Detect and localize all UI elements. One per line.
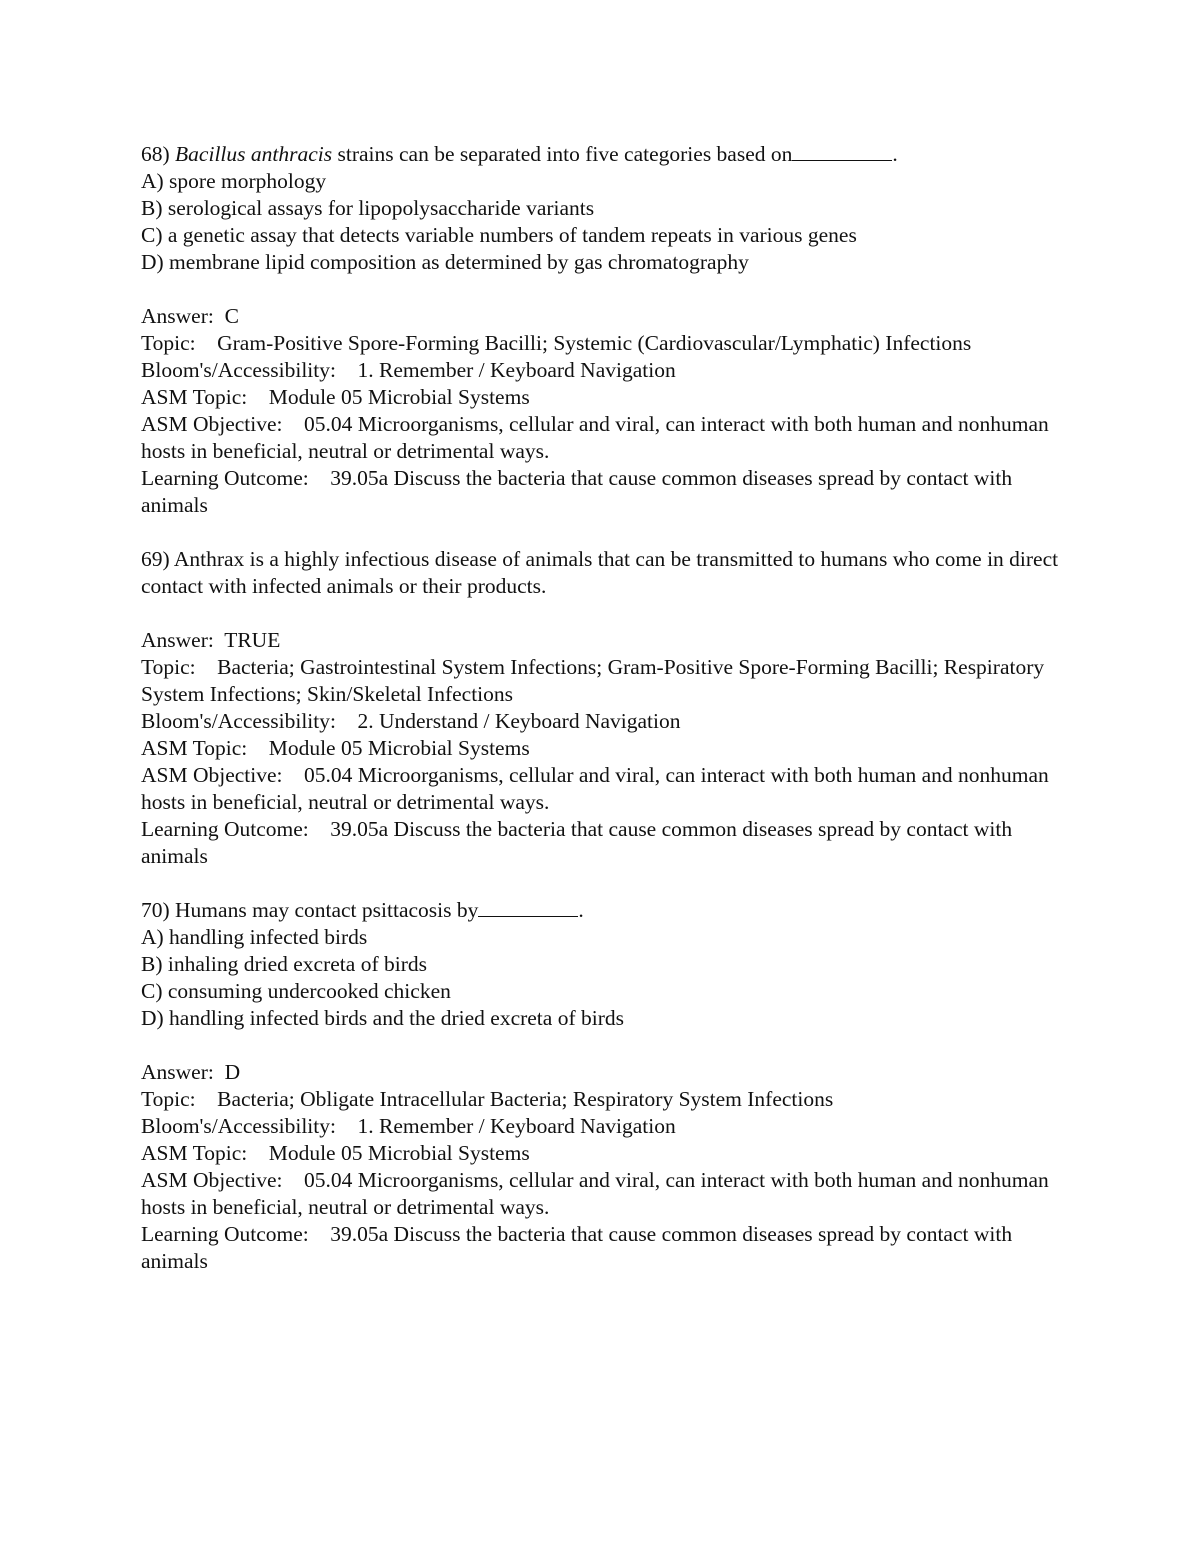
option-c: C) consuming undercooked chicken xyxy=(141,979,451,1003)
stem-text: 70) Humans may contact psittacosis by xyxy=(141,898,479,922)
option-b: B) inhaling dried excreta of birds xyxy=(141,952,427,976)
asm-topic: ASM Topic: Module 05 Microbial Systems xyxy=(141,1141,530,1165)
question-stem: 68) Bacillus anthracis strains can be separated into five categories based on . xyxy=(141,142,898,166)
fill-in-blank xyxy=(478,898,578,917)
question-number: 68) xyxy=(141,142,170,166)
topic: Topic: Bacteria; Gastrointestinal System Infections; Gram-Positive Spore-Forming Bacilli; Respiratory System Infections; Skin/Skeletal Infections xyxy=(141,655,1050,706)
question-69 xyxy=(141,546,1071,870)
organism-name: Bacillus anthracis xyxy=(175,142,333,166)
document-page xyxy=(141,141,1071,1275)
asm-objective: ASM Objective: 05.04 Microorganisms, cellular and viral, can interact with both human and nonhuman hosts in beneficial, neutral or detrimental ways. xyxy=(141,763,1055,814)
asm-objective: ASM Objective: 05.04 Microorganisms, cellular and viral, can interact with both human and nonhuman hosts in beneficial, neutral or detrimental ways. xyxy=(141,412,1055,463)
asm-topic: ASM Topic: Module 05 Microbial Systems xyxy=(141,385,530,409)
answer: Answer: C xyxy=(141,304,239,328)
option-b: B) serological assays for lipopolysaccharide variants xyxy=(141,196,595,220)
blooms-accessibility: Bloom's/Accessibility: 1. Remember / Keyboard Navigation xyxy=(141,358,676,382)
learning-outcome: Learning Outcome: 39.05a Discuss the bacteria that cause common diseases spread by contact with animals xyxy=(141,817,1018,868)
topic: Topic: Bacteria; Obligate Intracellular Bacteria; Respiratory System Infections xyxy=(141,1087,834,1111)
blooms-accessibility: Bloom's/Accessibility: 2. Understand / Keyboard Navigation xyxy=(141,709,681,733)
stem-text: strains can be separated into five categories based on xyxy=(332,142,793,166)
topic: Topic: Gram-Positive Spore-Forming Bacilli; Systemic (Cardiovascular/Lymphatic) Infections xyxy=(141,331,972,355)
learning-outcome: Learning Outcome: 39.05a Discuss the bacteria that cause common diseases spread by contact with animals xyxy=(141,1222,1018,1273)
question-stem: 70) Humans may contact psittacosis by . xyxy=(141,898,584,922)
option-a: A) handling infected birds xyxy=(141,925,368,949)
learning-outcome: Learning Outcome: 39.05a Discuss the bacteria that cause common diseases spread by contact with animals xyxy=(141,466,1018,517)
question-70 xyxy=(141,897,1071,1275)
asm-topic: ASM Topic: Module 05 Microbial Systems xyxy=(141,736,530,760)
option-a: A) spore morphology xyxy=(141,169,327,193)
option-c: C) a genetic assay that detects variable numbers of tandem repeats in various genes xyxy=(141,223,857,247)
question-68 xyxy=(141,141,1071,519)
answer: Answer: TRUE xyxy=(141,628,281,652)
answer: Answer: D xyxy=(141,1060,241,1084)
asm-objective: ASM Objective: 05.04 Microorganisms, cellular and viral, can interact with both human and nonhuman hosts in beneficial, neutral or detrimental ways. xyxy=(141,1168,1055,1219)
fill-in-blank xyxy=(792,142,892,161)
option-d: D) handling infected birds and the dried excreta of birds xyxy=(141,1006,624,1030)
option-d: D) membrane lipid composition as determined by gas chromatography xyxy=(141,250,749,274)
blooms-accessibility: Bloom's/Accessibility: 1. Remember / Keyboard Navigation xyxy=(141,1114,676,1138)
question-stem: 69) Anthrax is a highly infectious disease of animals that can be transmitted to humans who come in direct contact with infected animals or their products. xyxy=(141,547,1064,598)
